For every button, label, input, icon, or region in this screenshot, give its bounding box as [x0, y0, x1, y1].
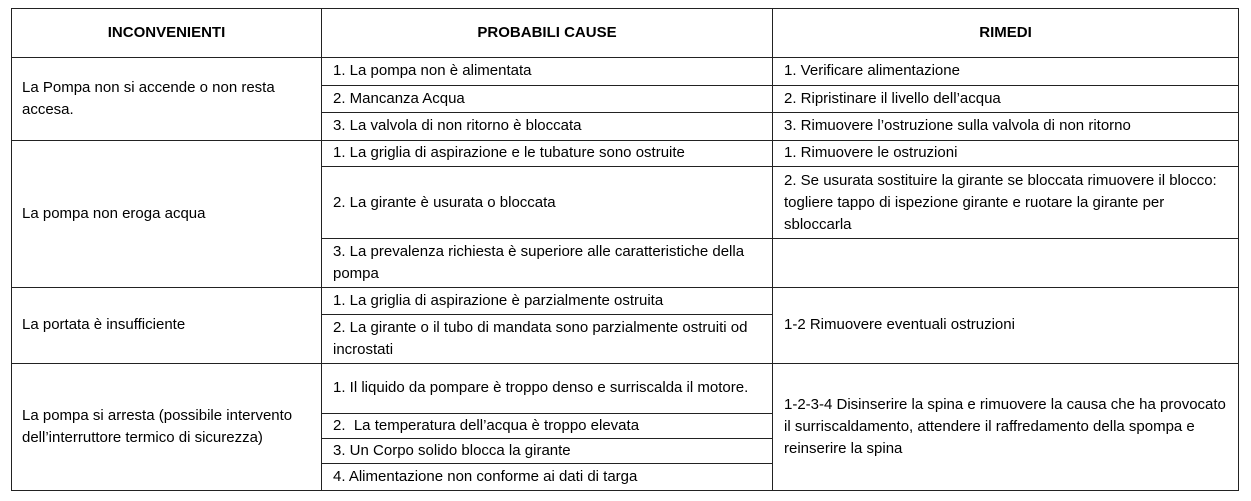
header-inconvenienti: INCONVENIENTI [12, 9, 322, 58]
problem-cell: La Pompa non si accende o non resta accesa. [12, 58, 322, 141]
table-row [12, 363, 1239, 413]
remedy-cell: 2. Ripristinare il livello dell’acqua [773, 85, 1239, 113]
cause-cell: 3. Un Corpo solido blocca la girante [322, 438, 773, 463]
table-row [12, 288, 1239, 314]
remedy-cell: 3. Rimuovere l’ostruzione sulla valvola di non ritorno [773, 113, 1239, 141]
header-row [12, 9, 1239, 58]
cause-cell: 1. La griglia di aspirazione è parzialmente ostruita [322, 288, 773, 314]
cause-cell: 2. La temperatura dell’acqua è troppo elevata [322, 413, 773, 438]
header-probabili-cause: PROBABILI CAUSE [322, 9, 773, 58]
problem-cell: La portata è insufficiente [12, 288, 322, 363]
table-row [12, 58, 1239, 86]
remedy-cell: 1. Verificare alimentazione [773, 58, 1239, 86]
cause-cell: 1. La pompa non è alimentata [322, 58, 773, 86]
remedy-cell [773, 239, 1239, 288]
remedy-cell: 1-2-3-4 Disinserire la spina e rimuovere la causa che ha provocato il surriscaldamento, attendere il raffredamento della spompa e reinserire la spina [773, 363, 1239, 490]
cause-cell: 3. La valvola di non ritorno è bloccata [322, 113, 773, 141]
header-rimedi: RIMEDI [773, 9, 1239, 58]
table-row [12, 140, 1239, 166]
cause-cell: 1. La griglia di aspirazione e le tubature sono ostruite [322, 140, 773, 166]
remedy-cell: 2. Se usurata sostituire la girante se bloccata rimuovere il blocco: togliere tappo di ispezione girante e ruotare la girante per sbloccarla [773, 166, 1239, 238]
problem-cell: La pompa si arresta (possibile intervento dell’interruttore termico di sicurezza) [12, 363, 322, 490]
troubleshooting-table [11, 8, 1239, 491]
problem-cell: La pompa non eroga acqua [12, 140, 322, 288]
cause-cell: 4. Alimentazione non conforme ai dati di targa [322, 464, 773, 491]
cause-cell: 2. La girante è usurata o bloccata [322, 166, 773, 238]
remedy-cell: 1. Rimuovere le ostruzioni [773, 140, 1239, 166]
cause-cell: 2. La girante o il tubo di mandata sono parzialmente ostruiti od incrostati [322, 314, 773, 363]
remedy-cell: 1-2 Rimuovere eventuali ostruzioni [773, 288, 1239, 363]
cause-cell: 1. Il liquido da pompare è troppo denso e surriscalda il motore. [322, 363, 773, 413]
cause-cell: 2. Mancanza Acqua [322, 85, 773, 113]
cause-cell: 3. La prevalenza richiesta è superiore alle caratteristiche della pompa [322, 239, 773, 288]
